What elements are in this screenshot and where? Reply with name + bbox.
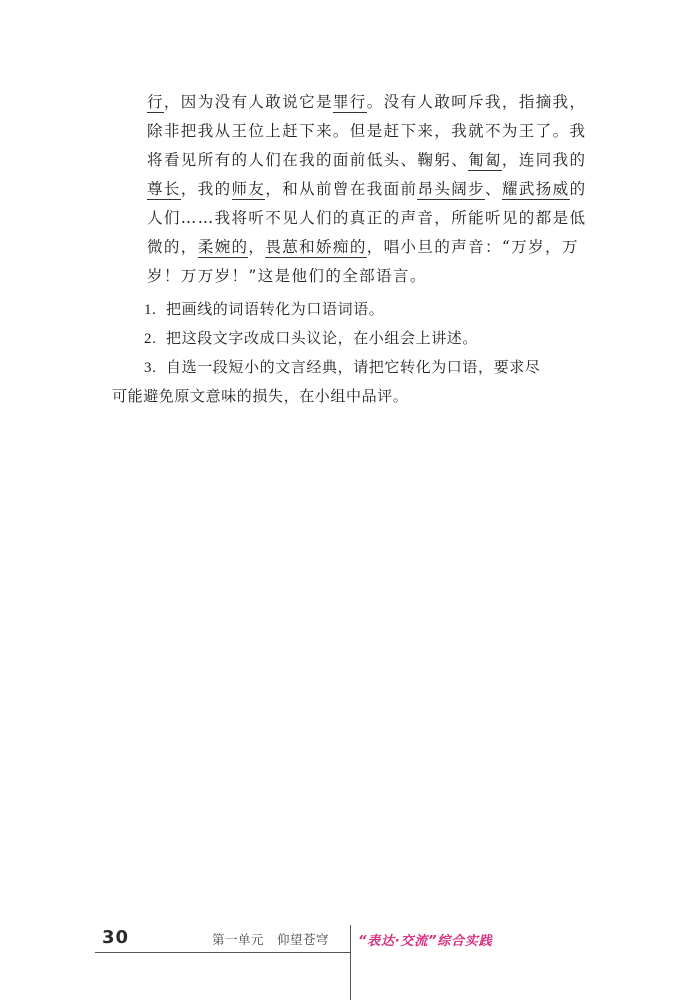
passage-line <box>147 262 593 291</box>
exercise-item-3-continuation: 可能避免原文意味的损失，在小组中品评。 <box>112 387 409 405</box>
passage-text: 除非把我从王位上赶下来。但是赶下来，我就不为王了。我 <box>147 122 587 140</box>
exercise-text: 自选一段短小的文言经典，请把它转化为口语，要求尽 <box>166 358 541 376</box>
passage-text: ， <box>248 238 266 256</box>
footer-rule <box>95 952 350 953</box>
exercise-number: 1. <box>144 302 157 318</box>
underlined-word: 匍匐 <box>468 151 502 169</box>
passage-line <box>147 88 593 117</box>
passage-text: ，因为没有人敢说它是 <box>163 93 333 111</box>
excerpt-passage <box>147 88 593 291</box>
unit-title: 第一单元 仰望苍穹 <box>212 932 330 947</box>
exercise-item-1 <box>112 295 597 324</box>
passage-line <box>147 233 593 262</box>
underlined-word: 昂头阔步 <box>417 180 486 198</box>
exercise-text: 把这段文字改成口头议论，在小组会上讲述。 <box>166 329 479 347</box>
exercise-number: 3. <box>144 360 157 376</box>
underlined-word: 罪行 <box>332 93 367 111</box>
footer-divider <box>350 925 351 1000</box>
passage-text: ，连同我的 <box>501 151 587 169</box>
passage-text: 的 <box>569 180 587 198</box>
exercise-text: 把画线的词语转化为口语词语。 <box>166 300 385 318</box>
underlined-word: 行 <box>147 93 164 111</box>
passage-text: ，唱小旦的声音：“万岁，万 <box>366 238 579 256</box>
passage-text: ，和从前曾在我面前 <box>265 180 418 198</box>
underlined-word: 畏葸和娇痴的 <box>265 238 367 256</box>
passage-line <box>147 117 593 146</box>
passage-text: ，我的 <box>180 180 232 198</box>
passage-text: 、 <box>485 180 502 198</box>
exercise-number: 2. <box>144 331 157 347</box>
underlined-word: 师友 <box>231 180 266 198</box>
passage-text: 。没有人敢呵斥我，指摘我， <box>366 93 587 111</box>
exercise-list <box>112 295 597 411</box>
underlined-word: 耀武扬威 <box>501 180 570 198</box>
passage-text: 微的， <box>147 238 198 256</box>
passage-line <box>147 175 593 204</box>
passage-text: 岁！万万岁！”这是他们的全部语言。 <box>147 267 427 285</box>
section-title: “表达·交流”综合实践 <box>358 934 493 949</box>
underlined-word: 尊长 <box>147 180 181 198</box>
page-number: 30 <box>102 927 130 948</box>
passage-text: 将看见所有的人们在我的面前低头、鞠躬、 <box>147 151 469 169</box>
passage-line <box>147 204 593 233</box>
passage-line <box>147 146 593 175</box>
exercise-item-3 <box>112 353 597 382</box>
exercise-item-2 <box>112 324 597 353</box>
underlined-word: 柔婉的 <box>197 238 249 256</box>
passage-text: 人们……我将听不见人们的真正的声音，所能听见的都是低 <box>147 209 587 227</box>
